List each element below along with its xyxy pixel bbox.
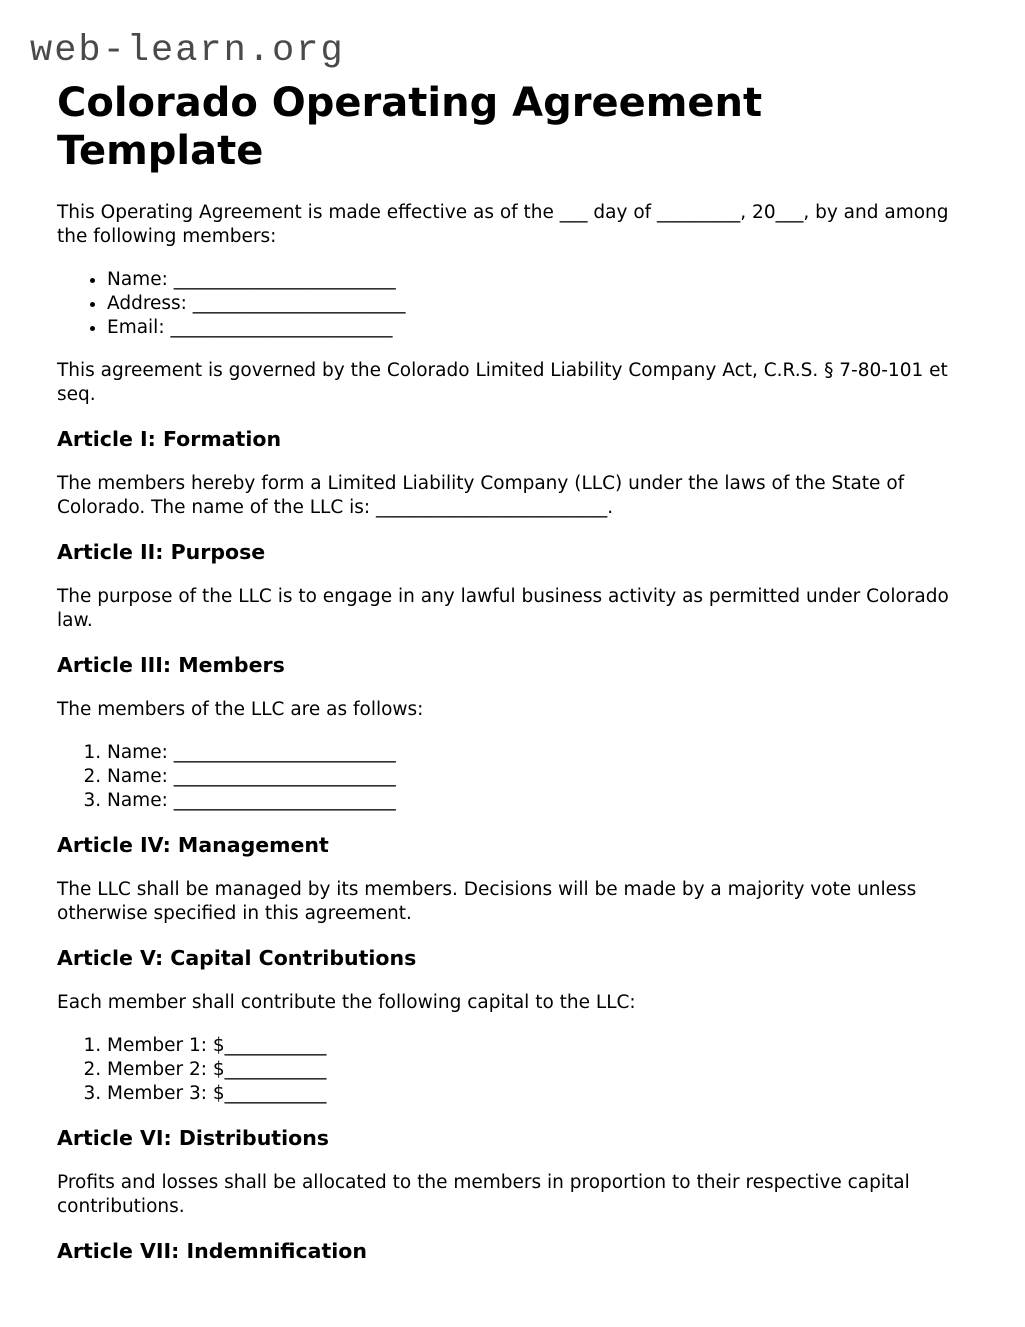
article-heading-capital-contributions: Article V: Capital Contributions xyxy=(57,946,417,971)
list-item-member-capital-blank: 2. Member 2: $___________ xyxy=(107,1058,963,1082)
article-heading-purpose: Article II: Purpose xyxy=(57,540,266,565)
member-info-list xyxy=(57,268,963,340)
members-name-list xyxy=(57,741,963,813)
article-heading-formation: Article I: Formation xyxy=(57,427,282,452)
article-body-distributions: Profits and losses shall be allocated to the members in proportion to their respective capital contributions. xyxy=(57,1171,910,1217)
article-heading-members: Article III: Members xyxy=(57,653,285,678)
article-body-management: The LLC shall be managed by its members. Decisions will be made by a majority vote unless otherwise specified in this agreement. xyxy=(57,878,917,924)
site-name-text: web-learn.org xyxy=(30,30,345,72)
article-body-capital-contributions: Each member shall contribute the following capital to the LLC: xyxy=(57,991,636,1013)
list-item-member-name-blank: 2. Name: ________________________ xyxy=(107,765,963,789)
article-body-purpose: The purpose of the LLC is to engage in any lawful business activity as permitted under Colorado law. xyxy=(57,585,949,631)
list-item-member-name-blank: 1. Name: ________________________ xyxy=(107,741,963,765)
list-item-address-blank: • Address: _______________________ xyxy=(107,292,963,316)
document-content xyxy=(57,79,963,1264)
article-heading-indemnification: Article VII: Indemnification xyxy=(57,1239,367,1264)
list-item-name-blank: • Name: ________________________ xyxy=(107,268,963,292)
article-body-formation: The members hereby form a Limited Liability Company (LLC) under the laws of the State of Colorado. The name of the LLC is: _________________________. xyxy=(57,472,905,518)
article-heading-management: Article IV: Management xyxy=(57,833,329,858)
page-title: Colorado Operating Agreement Template xyxy=(57,79,763,174)
list-item-email-blank: • Email: ________________________ xyxy=(107,316,963,340)
article-body-members: The members of the LLC are as follows: xyxy=(57,698,424,720)
list-item-member-capital-blank: 1. Member 1: $___________ xyxy=(107,1034,963,1058)
article-heading-distributions: Article VI: Distributions xyxy=(57,1126,330,1151)
intro-paragraph: This Operating Agreement is made effective as of the ___ day of _________, 20___, by and among the following members: xyxy=(57,201,949,247)
list-item-member-name-blank: 3. Name: ________________________ xyxy=(107,789,963,813)
capital-contributions-list xyxy=(57,1034,963,1106)
governing-law-paragraph: This agreement is governed by the Colorado Limited Liability Company Act, C.R.S. § 7-80-101 et seq. xyxy=(57,359,948,405)
list-item-member-capital-blank: 3. Member 3: $___________ xyxy=(107,1082,963,1106)
